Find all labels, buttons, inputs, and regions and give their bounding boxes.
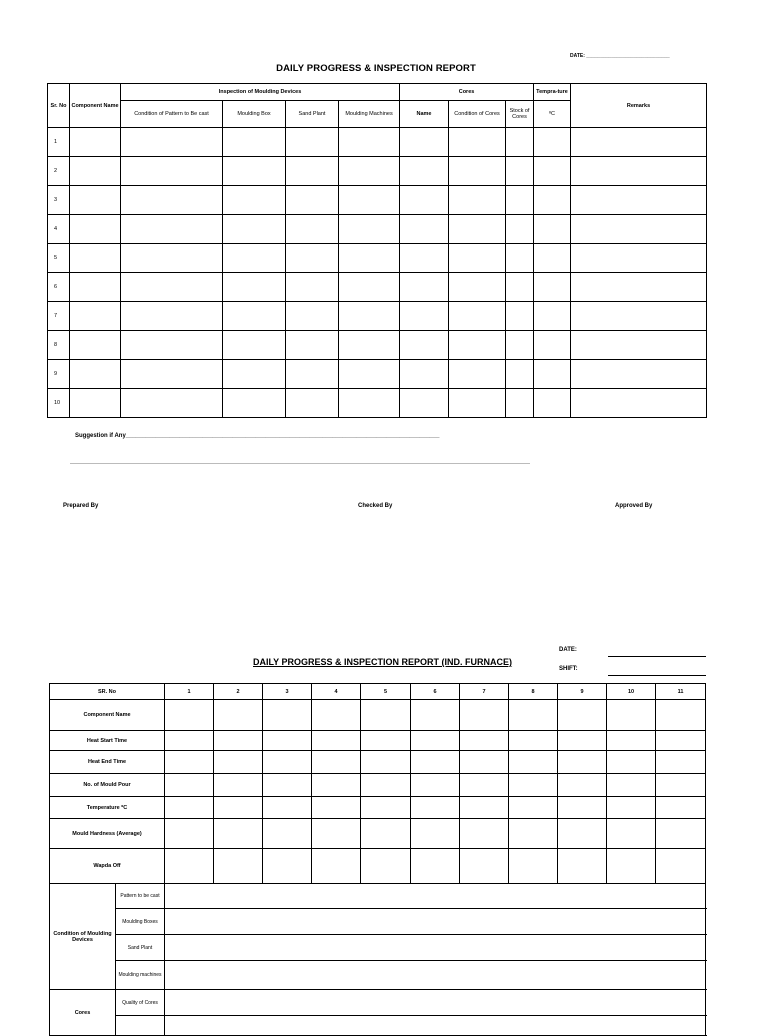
- entry-cell[interactable]: [656, 751, 706, 774]
- entry-cell[interactable]: [571, 157, 707, 186]
- column-header: 8: [509, 684, 558, 700]
- entry-cell[interactable]: [223, 244, 286, 273]
- col-temperature: Tempra-ture: [534, 84, 571, 101]
- entry-cell[interactable]: [558, 849, 607, 884]
- entry-cell[interactable]: [509, 797, 558, 819]
- entry-cell[interactable]: [312, 849, 361, 884]
- entry-cell[interactable]: [506, 360, 534, 389]
- entry-cell[interactable]: [361, 731, 411, 751]
- column-header: 1: [165, 684, 214, 700]
- row-number: 10: [48, 389, 70, 418]
- inspection-table: [47, 83, 707, 418]
- entry-cell[interactable]: [571, 273, 707, 302]
- entry-cell[interactable]: [121, 186, 223, 215]
- entry-cell[interactable]: [534, 331, 571, 360]
- entry-cell[interactable]: [165, 700, 214, 731]
- entry-cell[interactable]: [411, 700, 460, 731]
- entry-cell[interactable]: [223, 360, 286, 389]
- table-row: [48, 331, 707, 360]
- entry-cell[interactable]: [607, 731, 656, 751]
- entry-cell[interactable]: [339, 157, 400, 186]
- row-number: 6: [48, 273, 70, 302]
- entry-cell[interactable]: [411, 774, 460, 797]
- entry-cell[interactable]: [70, 186, 121, 215]
- entry-cell[interactable]: [223, 157, 286, 186]
- entry-cell[interactable]: [534, 244, 571, 273]
- entry-cell[interactable]: [339, 389, 400, 418]
- entry-cell[interactable]: [121, 215, 223, 244]
- entry-cell[interactable]: [214, 774, 263, 797]
- entry-cell[interactable]: [506, 215, 534, 244]
- entry-cell[interactable]: [607, 849, 656, 884]
- entry-cell[interactable]: [165, 731, 214, 751]
- entry-cell[interactable]: [339, 244, 400, 273]
- entry-cell[interactable]: [509, 774, 558, 797]
- entry-cell[interactable]: [400, 302, 449, 331]
- entry-cell[interactable]: [70, 331, 121, 360]
- col-remarks: Remarks: [571, 84, 707, 128]
- entry-cell[interactable]: [286, 186, 339, 215]
- entry-cell[interactable]: [460, 819, 509, 849]
- entry-cell[interactable]: [214, 700, 263, 731]
- col-sr-no: Sr. No: [48, 84, 70, 128]
- column-header: 11: [656, 684, 706, 700]
- row-number: 3: [48, 186, 70, 215]
- entry-cell[interactable]: [411, 797, 460, 819]
- entry-cell[interactable]: [607, 774, 656, 797]
- entry-cell[interactable]: [571, 128, 707, 157]
- col-moulding-box: Moulding Box: [223, 101, 286, 128]
- entry-cell[interactable]: [449, 186, 506, 215]
- entry-cell[interactable]: [214, 751, 263, 774]
- shift-field[interactable]: [608, 675, 706, 676]
- entry-cell[interactable]: [400, 186, 449, 215]
- entry-cell[interactable]: [506, 244, 534, 273]
- table-row: [48, 273, 707, 302]
- column-header: 9: [558, 684, 607, 700]
- row-quality-cores: Quality of Cores: [116, 990, 165, 1016]
- date-field-2[interactable]: [608, 656, 706, 657]
- row-number: 5: [48, 244, 70, 273]
- approved-by: Approved By: [615, 503, 653, 509]
- row-number: 4: [48, 215, 70, 244]
- column-header: 2: [214, 684, 263, 700]
- entry-cell[interactable]: [165, 774, 214, 797]
- entry-cell[interactable]: [223, 302, 286, 331]
- entry-cell[interactable]: [411, 819, 460, 849]
- furnace-table: [49, 683, 706, 1036]
- entry-cell[interactable]: [121, 389, 223, 418]
- entry-cell[interactable]: [361, 700, 411, 731]
- entry-cell[interactable]: [534, 360, 571, 389]
- entry-cell[interactable]: [607, 797, 656, 819]
- col-inspection-group: Inspection of Moulding Devices: [121, 84, 400, 101]
- row-number: 1: [48, 128, 70, 157]
- date-label-2: DATE:: [559, 647, 577, 653]
- table-row: [48, 186, 707, 215]
- entry-cell[interactable]: [449, 128, 506, 157]
- entry-cell[interactable]: [70, 389, 121, 418]
- entry-cell[interactable]: [70, 157, 121, 186]
- sand-plant-cell[interactable]: [165, 935, 706, 961]
- entry-cell[interactable]: [400, 157, 449, 186]
- entry-cell[interactable]: [607, 819, 656, 849]
- entry-cell[interactable]: [339, 186, 400, 215]
- entry-cell[interactable]: [263, 819, 312, 849]
- entry-cell[interactable]: [223, 215, 286, 244]
- entry-cell[interactable]: [449, 157, 506, 186]
- row-moulding-machines: Moulding machines: [116, 961, 165, 990]
- entry-cell[interactable]: [339, 128, 400, 157]
- entry-cell[interactable]: [607, 751, 656, 774]
- entry-cell[interactable]: [312, 819, 361, 849]
- entry-cell[interactable]: [70, 244, 121, 273]
- row-condition-group: Condition of Moulding Devices: [50, 884, 116, 990]
- row-sand-plant: Sand Plant: [116, 935, 165, 961]
- entry-cell[interactable]: [460, 751, 509, 774]
- entry-cell[interactable]: [121, 157, 223, 186]
- entry-cell[interactable]: [214, 849, 263, 884]
- row-mould-pour: No. of Mould Pour: [50, 774, 165, 797]
- entry-cell[interactable]: [165, 797, 214, 819]
- entry-cell[interactable]: [121, 128, 223, 157]
- entry-cell[interactable]: [214, 731, 263, 751]
- entry-cell[interactable]: [121, 302, 223, 331]
- shift-label: SHIFT:: [559, 666, 578, 672]
- entry-cell[interactable]: [449, 273, 506, 302]
- entry-cell[interactable]: [70, 360, 121, 389]
- col-condition-cores: Condition of Cores: [449, 101, 506, 128]
- entry-cell[interactable]: [460, 774, 509, 797]
- entry-cell[interactable]: [312, 751, 361, 774]
- entry-cell[interactable]: [263, 700, 312, 731]
- entry-cell[interactable]: [449, 244, 506, 273]
- entry-cell[interactable]: [339, 302, 400, 331]
- entry-cell[interactable]: [286, 331, 339, 360]
- entry-cell[interactable]: [70, 215, 121, 244]
- entry-cell[interactable]: [449, 360, 506, 389]
- entry-cell[interactable]: [70, 302, 121, 331]
- entry-cell[interactable]: [506, 331, 534, 360]
- report-title: DAILY PROGRESS & INSPECTION REPORT: [276, 63, 476, 74]
- entry-cell[interactable]: [534, 215, 571, 244]
- entry-cell[interactable]: [558, 731, 607, 751]
- entry-cell[interactable]: [400, 360, 449, 389]
- suggestion-line[interactable]: Suggestion if Any______________________________________________________________________________________________: [75, 433, 440, 439]
- row-number: 8: [48, 331, 70, 360]
- row-component-name: Component Name: [50, 700, 165, 731]
- entry-cell[interactable]: [509, 849, 558, 884]
- entry-cell[interactable]: [286, 389, 339, 418]
- entry-cell[interactable]: [534, 389, 571, 418]
- row-number: 2: [48, 157, 70, 186]
- entry-cell[interactable]: [121, 331, 223, 360]
- entry-cell[interactable]: [656, 819, 706, 849]
- entry-cell[interactable]: [339, 273, 400, 302]
- entry-cell[interactable]: [339, 360, 400, 389]
- row-pattern: Pattern to be cast: [116, 884, 165, 909]
- entry-cell[interactable]: [263, 797, 312, 819]
- entry-cell[interactable]: [214, 797, 263, 819]
- entry-cell[interactable]: [70, 273, 121, 302]
- entry-cell[interactable]: [607, 700, 656, 731]
- table-row: [48, 389, 707, 418]
- entry-cell[interactable]: [534, 157, 571, 186]
- row-cores: Cores: [50, 990, 116, 1036]
- entry-cell[interactable]: [506, 273, 534, 302]
- entry-cell[interactable]: [361, 751, 411, 774]
- entry-cell[interactable]: [361, 819, 411, 849]
- entry-cell[interactable]: [286, 273, 339, 302]
- column-header: 10: [607, 684, 656, 700]
- table-row: [48, 244, 707, 273]
- entry-cell[interactable]: [361, 774, 411, 797]
- entry-cell[interactable]: [361, 849, 411, 884]
- entry-cell[interactable]: [165, 751, 214, 774]
- entry-cell[interactable]: [223, 273, 286, 302]
- entry-cell[interactable]: [70, 128, 121, 157]
- row-temperature: Temperature ºC: [50, 797, 165, 819]
- checked-by: Checked By: [358, 503, 393, 509]
- entry-cell[interactable]: [509, 700, 558, 731]
- entry-cell[interactable]: [571, 331, 707, 360]
- table-row: [48, 360, 707, 389]
- col-condition-pattern: Condition of Pattern to Be cast: [121, 101, 223, 128]
- entry-cell[interactable]: [558, 700, 607, 731]
- entry-cell[interactable]: [460, 797, 509, 819]
- date-label: DATE: ______________________________: [570, 53, 670, 59]
- moulding-machines-cell[interactable]: [165, 961, 706, 990]
- col-unit: ºC: [534, 101, 571, 128]
- entry-cell[interactable]: [534, 273, 571, 302]
- entry-cell[interactable]: [339, 215, 400, 244]
- entry-cell[interactable]: [400, 389, 449, 418]
- entry-cell[interactable]: [506, 157, 534, 186]
- row-mould-hardness: Mould Hardness (Average): [50, 819, 165, 849]
- entry-cell[interactable]: [534, 186, 571, 215]
- entry-cell[interactable]: [263, 751, 312, 774]
- entry-cell[interactable]: [558, 819, 607, 849]
- entry-cell[interactable]: [286, 157, 339, 186]
- entry-cell[interactable]: [286, 244, 339, 273]
- row-heat-start: Heat Start Time: [50, 731, 165, 751]
- entry-cell[interactable]: [558, 797, 607, 819]
- entry-cell[interactable]: [339, 331, 400, 360]
- entry-cell[interactable]: [558, 774, 607, 797]
- entry-cell[interactable]: [571, 215, 707, 244]
- entry-cell[interactable]: [656, 849, 706, 884]
- entry-cell[interactable]: [571, 302, 707, 331]
- table-row: [48, 128, 707, 157]
- entry-cell[interactable]: [121, 360, 223, 389]
- col-component-name: Component Name: [70, 84, 121, 128]
- entry-cell[interactable]: [558, 751, 607, 774]
- furnace-report-title: DAILY PROGRESS & INSPECTION REPORT (IND. FURNACE): [253, 657, 513, 667]
- entry-cell[interactable]: [286, 360, 339, 389]
- col-stock-cores: Stock of Cores: [506, 101, 534, 128]
- entry-cell[interactable]: [411, 849, 460, 884]
- entry-cell[interactable]: [509, 819, 558, 849]
- entry-cell[interactable]: [263, 774, 312, 797]
- table-row: [48, 157, 707, 186]
- divider: [70, 463, 530, 464]
- column-header: 6: [411, 684, 460, 700]
- entry-cell[interactable]: [263, 849, 312, 884]
- entry-cell[interactable]: [656, 774, 706, 797]
- entry-cell[interactable]: [449, 331, 506, 360]
- entry-cell[interactable]: [656, 797, 706, 819]
- col-name: Name: [400, 101, 449, 128]
- table-row: [48, 302, 707, 331]
- table-row: [48, 215, 707, 244]
- entry-cell[interactable]: [506, 302, 534, 331]
- entry-cell[interactable]: [509, 731, 558, 751]
- cores-extra-cell[interactable]: [165, 1016, 706, 1036]
- row-wapda-off: Wapda Off: [50, 849, 165, 884]
- entry-cell[interactable]: [165, 819, 214, 849]
- entry-cell[interactable]: [460, 849, 509, 884]
- entry-cell[interactable]: [460, 731, 509, 751]
- entry-cell[interactable]: [400, 215, 449, 244]
- col-cores-group: Cores: [400, 84, 534, 101]
- entry-cell[interactable]: [400, 273, 449, 302]
- row-number: 7: [48, 302, 70, 331]
- entry-cell[interactable]: [400, 128, 449, 157]
- entry-cell[interactable]: [312, 700, 361, 731]
- column-header: 4: [312, 684, 361, 700]
- entry-cell[interactable]: [534, 128, 571, 157]
- row-heat-end: Heat End Time: [50, 751, 165, 774]
- col-moulding-machines: Moulding Machines: [339, 101, 400, 128]
- moulding-boxes-cell[interactable]: [165, 909, 706, 935]
- entry-cell[interactable]: [214, 819, 263, 849]
- entry-cell[interactable]: [121, 273, 223, 302]
- entry-cell[interactable]: [656, 700, 706, 731]
- entry-cell[interactable]: [223, 128, 286, 157]
- entry-cell[interactable]: [460, 700, 509, 731]
- pattern-cell[interactable]: [165, 884, 706, 909]
- entry-cell[interactable]: [571, 244, 707, 273]
- entry-cell[interactable]: [223, 331, 286, 360]
- entry-cell[interactable]: [400, 331, 449, 360]
- entry-cell[interactable]: [449, 215, 506, 244]
- column-header: 3: [263, 684, 312, 700]
- row-cores-extra: [116, 1016, 165, 1036]
- entry-cell[interactable]: [312, 797, 361, 819]
- entry-cell[interactable]: [286, 128, 339, 157]
- entry-cell[interactable]: [571, 360, 707, 389]
- entry-cell[interactable]: [411, 731, 460, 751]
- entry-cell[interactable]: [312, 731, 361, 751]
- row-number: 9: [48, 360, 70, 389]
- entry-cell[interactable]: [506, 389, 534, 418]
- entry-cell[interactable]: [400, 244, 449, 273]
- entry-cell[interactable]: [449, 389, 506, 418]
- entry-cell[interactable]: [286, 215, 339, 244]
- entry-cell[interactable]: [656, 731, 706, 751]
- column-header: 7: [460, 684, 509, 700]
- entry-cell[interactable]: [506, 128, 534, 157]
- entry-cell[interactable]: [534, 302, 571, 331]
- row-moulding-boxes: Moulding Boxes: [116, 909, 165, 935]
- quality-cores-cell[interactable]: [165, 990, 706, 1016]
- entry-cell[interactable]: [509, 751, 558, 774]
- col-sand-plant: Sand Plant: [286, 101, 339, 128]
- entry-cell[interactable]: [312, 774, 361, 797]
- entry-cell[interactable]: [223, 389, 286, 418]
- entry-cell[interactable]: [223, 186, 286, 215]
- entry-cell[interactable]: [449, 302, 506, 331]
- entry-cell[interactable]: [411, 751, 460, 774]
- entry-cell[interactable]: [361, 797, 411, 819]
- entry-cell[interactable]: [571, 186, 707, 215]
- entry-cell[interactable]: [165, 849, 214, 884]
- entry-cell[interactable]: [263, 731, 312, 751]
- entry-cell[interactable]: [506, 186, 534, 215]
- sr-no-header: SR. No: [50, 684, 165, 700]
- entry-cell[interactable]: [121, 244, 223, 273]
- entry-cell[interactable]: [571, 389, 707, 418]
- entry-cell[interactable]: [286, 302, 339, 331]
- prepared-by: Prepared By: [63, 503, 99, 509]
- column-header: 5: [361, 684, 411, 700]
